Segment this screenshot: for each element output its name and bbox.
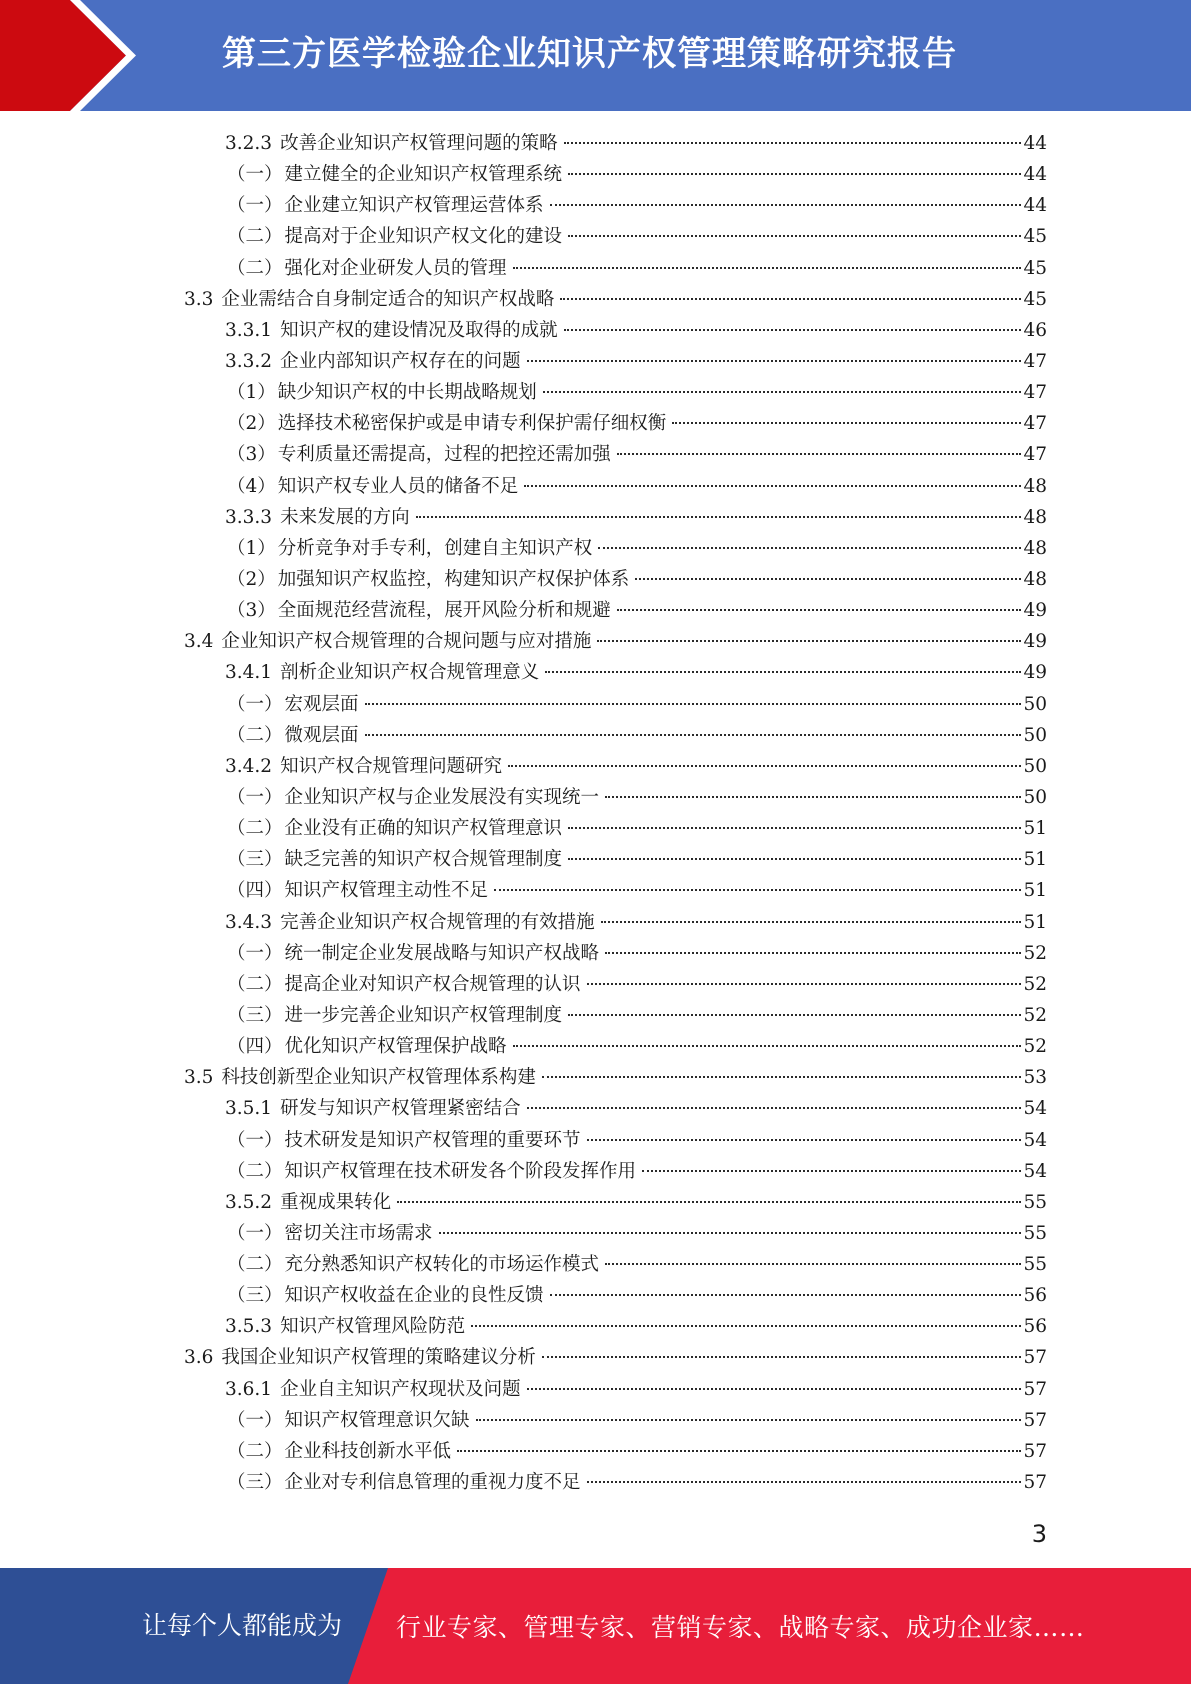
toc-entry-page: 54	[1023, 1098, 1047, 1120]
toc-dot-leader	[568, 173, 1021, 175]
toc-entry-title: 宏观层面	[284, 693, 359, 715]
toc-entry-title: 全面规范经营流程，展开风险分析和规避	[277, 600, 611, 622]
toc-dot-leader	[672, 422, 1021, 424]
toc-entry-number: （一）	[227, 164, 283, 186]
toc-entry[interactable]	[0, 1249, 1047, 1280]
toc-dot-leader	[597, 640, 1021, 642]
toc-entry-number: （一）	[227, 1222, 283, 1244]
toc-entry-title: 企业内部知识产权存在的问题	[280, 350, 521, 372]
toc-entry-number: （二）	[227, 1440, 283, 1462]
toc-dot-leader	[568, 827, 1021, 829]
toc-entry-title: 企业知识产权与企业发展没有实现统一	[284, 786, 600, 808]
page-number: 3	[1031, 1520, 1047, 1548]
toc-dot-leader	[560, 298, 1021, 300]
toc-entry-title: 科技创新型企业知识产权管理体系构建	[221, 1067, 536, 1089]
toc-entry-number: （2）	[227, 568, 276, 590]
header-banner	[0, 0, 1191, 111]
toc-entry[interactable]	[0, 284, 1047, 315]
toc-entry-number: （二）	[227, 973, 283, 995]
toc-dot-leader	[543, 391, 1022, 393]
toc-entry[interactable]	[0, 907, 1047, 938]
toc-dot-leader	[527, 1107, 1022, 1109]
toc-entry-number: （一）	[227, 195, 283, 217]
toc-entry-number: 3.3.1	[225, 319, 273, 341]
toc-entry-title: 缺少知识产权的中长期战略规划	[277, 382, 537, 404]
toc-entry[interactable]	[0, 533, 1047, 564]
toc-entry-title: 分析竞争对手专利，创建自主知识产权	[277, 537, 593, 559]
toc-entry-title: 知识产权的建设情况及取得的成就	[280, 319, 558, 341]
toc-dot-leader	[605, 1263, 1021, 1265]
toc-entry-page: 47	[1023, 382, 1047, 404]
toc-entry-title: 微观层面	[284, 724, 359, 746]
footer-banner	[0, 1568, 1191, 1684]
toc-entry[interactable]	[0, 1405, 1047, 1436]
toc-entry-number: （二）	[227, 1254, 283, 1276]
toc-entry-number: （一）	[227, 693, 283, 715]
toc-dot-leader	[542, 1356, 1022, 1358]
toc-entry-title: 知识产权管理风险防范	[280, 1316, 466, 1338]
toc-dot-leader	[587, 983, 1022, 985]
toc-entry-page: 44	[1023, 133, 1047, 154]
toc-dot-leader	[568, 1014, 1021, 1016]
toc-entry-title: 密切关注市场需求	[284, 1222, 433, 1244]
toc-entry[interactable]	[0, 844, 1047, 875]
toc-entry[interactable]	[0, 751, 1047, 782]
toc-entry-page: 50	[1023, 786, 1047, 808]
toc-entry[interactable]	[0, 439, 1047, 470]
toc-entry[interactable]	[0, 315, 1047, 346]
toc-entry-page: 50	[1023, 693, 1047, 715]
toc-entry-title: 重视成果转化	[280, 1191, 392, 1213]
toc-entry-title: 技术研发是知识产权管理的重要环节	[284, 1129, 581, 1151]
toc-entry[interactable]	[0, 1093, 1047, 1124]
toc-entry-title: 剖析企业知识产权合规管理意义	[280, 662, 540, 684]
toc-entry[interactable]	[0, 875, 1047, 906]
toc-entry-number: （一）	[227, 1129, 283, 1151]
toc-entry-page: 51	[1023, 849, 1047, 871]
toc-dot-leader	[564, 329, 1022, 331]
toc-entry-title: 建立健全的企业知识产权管理系统	[284, 164, 563, 186]
toc-entry[interactable]	[0, 689, 1047, 720]
toc-entry-title: 企业没有正确的知识产权管理意识	[284, 818, 563, 840]
toc-entry-number: 3.4.1	[225, 662, 273, 684]
toc-entry-title: 企业需结合自身制定适合的知识产权战略	[221, 288, 555, 310]
toc-entry-page: 55	[1023, 1191, 1047, 1213]
toc-entry-page: 45	[1023, 226, 1047, 248]
toc-entry-number: （二）	[227, 724, 283, 746]
toc-dot-leader	[642, 1170, 1021, 1172]
toc-entry-number: （一）	[227, 786, 283, 808]
toc-entry-page: 44	[1023, 164, 1047, 186]
toc-entry-number: 3.4.3	[225, 911, 273, 933]
toc-entry-page: 55	[1023, 1222, 1047, 1244]
toc-entry-page: 54	[1023, 1160, 1047, 1182]
toc-entry-page: 47	[1023, 350, 1047, 372]
toc-entry-number: （二）	[227, 257, 283, 279]
toc-entry[interactable]	[0, 720, 1047, 751]
toc-entry-page: 48	[1023, 537, 1047, 559]
toc-entry-number: 3.3	[184, 288, 214, 310]
toc-dot-leader	[439, 1232, 1022, 1234]
toc-entry-title: 提高企业对知识产权合规管理的认识	[284, 973, 581, 995]
toc-dot-leader	[617, 609, 1022, 611]
toc-entry-title: 提高对于企业知识产权文化的建设	[284, 226, 563, 248]
toc-dot-leader	[457, 1450, 1021, 1452]
toc-dot-leader	[635, 578, 1021, 580]
toc-entry-page: 47	[1023, 413, 1047, 435]
toc-dot-leader	[550, 1294, 1022, 1296]
toc-entry-number: （二）	[227, 1160, 283, 1182]
toc-entry-number: 3.2.3	[225, 133, 273, 154]
toc-entry-title: 优化知识产权管理保护战略	[284, 1036, 507, 1058]
toc-entry-title: 进一步完善企业知识产权管理制度	[284, 1004, 563, 1026]
toc-dot-leader	[605, 952, 1021, 954]
toc-entry-number: （4）	[227, 475, 276, 497]
toc-entry-title: 企业知识产权合规管理的合规问题与应对措施	[221, 631, 592, 653]
toc-entry-page: 52	[1023, 1004, 1047, 1026]
toc-entry-title: 知识产权管理在技术研发各个阶段发挥作用	[284, 1160, 637, 1182]
toc-entry[interactable]	[0, 190, 1047, 221]
toc-entry-number: （二）	[227, 226, 283, 248]
footer-slogan-left: 让每个人都能成为	[142, 1611, 343, 1640]
toc-entry-page: 44	[1023, 195, 1047, 217]
toc-entry[interactable]	[0, 221, 1047, 252]
toc-entry[interactable]	[0, 159, 1047, 190]
toc-entry-title: 统一制定企业发展战略与知识产权战略	[284, 942, 600, 964]
toc-entry-title: 加强知识产权监控，构建知识产权保护体系	[277, 568, 630, 590]
toc-entry-number: 3.3.3	[225, 506, 273, 528]
toc-entry-title: 强化对企业研发人员的管理	[284, 257, 507, 279]
toc-entry-page: 49	[1023, 600, 1047, 622]
toc-entry-page: 48	[1023, 568, 1047, 590]
toc-entry-title: 知识产权合规管理问题研究	[280, 755, 503, 777]
toc-entry-title: 完善企业知识产权合规管理的有效措施	[280, 911, 595, 933]
toc-dot-leader	[568, 235, 1021, 237]
toc-entry-page: 56	[1023, 1316, 1047, 1338]
toc-entry-page: 57	[1023, 1347, 1047, 1369]
toc-entry-page: 52	[1023, 1036, 1047, 1058]
toc-entry-page: 56	[1023, 1285, 1047, 1307]
toc-entry-title: 企业对专利信息管理的重视力度不足	[284, 1472, 581, 1494]
toc-entry-number: （四）	[227, 1036, 283, 1058]
toc-entry-number: 3.5.3	[225, 1316, 273, 1338]
toc-entry-page: 53	[1023, 1067, 1047, 1089]
toc-entry-page: 49	[1023, 631, 1047, 653]
toc-entry[interactable]	[0, 408, 1047, 439]
toc-dot-leader	[605, 796, 1021, 798]
toc-entry[interactable]	[0, 1125, 1047, 1156]
toc-entry-number: （四）	[227, 880, 283, 902]
toc-entry-number: （一）	[227, 942, 283, 964]
toc-entry[interactable]	[0, 1374, 1047, 1405]
toc-entry-title: 专利质量还需提高，过程的把控还需加强	[277, 444, 611, 466]
toc-entry[interactable]	[0, 1187, 1047, 1218]
toc-entry-title: 企业科技创新水平低	[284, 1440, 452, 1462]
toc-entry-number: 3.5.2	[225, 1191, 273, 1213]
toc-entry-page: 57	[1023, 1409, 1047, 1431]
toc-entry-page: 50	[1023, 755, 1047, 777]
toc-entry[interactable]	[0, 1031, 1047, 1062]
toc-entry[interactable]	[0, 471, 1047, 502]
toc-entry-title: 知识产权专业人员的储备不足	[277, 475, 519, 497]
toc-dot-leader	[471, 1325, 1021, 1327]
toc-entry-page: 55	[1023, 1254, 1047, 1276]
toc-dot-leader	[564, 142, 1022, 144]
toc-entry[interactable]	[0, 253, 1047, 284]
toc-entry-number: （3）	[227, 444, 276, 466]
toc-dot-leader	[527, 1388, 1022, 1390]
toc-entry-number: （2）	[227, 413, 276, 435]
toc-entry-title: 缺乏完善的知识产权合规管理制度	[284, 849, 563, 871]
toc-dot-leader	[568, 858, 1021, 860]
toc-entry-page: 47	[1023, 444, 1047, 466]
toc-entry-title: 我国企业知识产权管理的策略建议分析	[221, 1347, 536, 1369]
toc-dot-leader	[416, 516, 1022, 518]
toc-entry-title: 未来发展的方向	[280, 506, 410, 528]
footer-slogan-right: 行业专家、管理专家、营销专家、战略专家、成功企业家……	[396, 1613, 1085, 1642]
toc-dot-leader	[542, 1076, 1022, 1078]
toc-entry-number: （1）	[227, 382, 276, 404]
toc-entry[interactable]	[0, 128, 1047, 159]
toc-dot-leader	[513, 1045, 1022, 1047]
toc-entry[interactable]	[0, 813, 1047, 844]
toc-entry-page: 51	[1023, 911, 1047, 933]
toc-entry-page: 52	[1023, 973, 1047, 995]
toc-entry-page: 57	[1023, 1440, 1047, 1462]
toc-entry-page: 52	[1023, 942, 1047, 964]
toc-entry[interactable]	[0, 1467, 1047, 1498]
toc-entry[interactable]	[0, 1000, 1047, 1031]
toc-dot-leader	[617, 453, 1022, 455]
toc-entry[interactable]	[0, 938, 1047, 969]
toc-entry[interactable]	[0, 377, 1047, 408]
toc-entry-page: 57	[1023, 1378, 1047, 1400]
toc-entry-title: 知识产权管理意识欠缺	[284, 1409, 470, 1431]
toc-entry[interactable]	[0, 1062, 1047, 1093]
toc-entry-number: 3.4	[184, 631, 214, 653]
toc-entry[interactable]	[0, 346, 1047, 377]
toc-entry-number: （1）	[227, 537, 276, 559]
toc-entry-title: 研发与知识产权管理紧密结合	[280, 1098, 521, 1120]
toc-entry-page: 49	[1023, 662, 1047, 684]
toc-dot-leader	[365, 703, 1022, 705]
toc-dot-leader	[365, 734, 1022, 736]
toc-entry[interactable]	[0, 969, 1047, 1000]
red-arrow-decoration	[0, 0, 150, 111]
toc-entry-number: 3.5	[184, 1067, 214, 1089]
toc-entry-page: 54	[1023, 1129, 1047, 1151]
toc-entry-number: （3）	[227, 600, 276, 622]
toc-entry[interactable]	[0, 502, 1047, 533]
toc-entry-number: （二）	[227, 818, 283, 840]
toc-entry-number: （三）	[227, 1285, 283, 1307]
toc-dot-leader	[601, 921, 1022, 923]
toc-entry-number: （一）	[227, 1409, 283, 1431]
toc-entry[interactable]	[0, 782, 1047, 813]
toc-dot-leader	[550, 204, 1022, 206]
document-title: 第三方医学检验企业知识产权管理策略研究报告	[222, 34, 957, 74]
toc-entry-page: 48	[1023, 506, 1047, 528]
toc-entry-page: 48	[1023, 475, 1047, 497]
toc-entry[interactable]	[0, 626, 1047, 657]
toc-entry-title: 企业自主知识产权现状及问题	[280, 1378, 521, 1400]
toc-entry-number: （三）	[227, 1472, 283, 1494]
toc-dot-leader	[397, 1201, 1021, 1203]
toc-entry-number: （三）	[227, 1004, 283, 1026]
toc-entry-number: 3.3.2	[225, 350, 273, 372]
toc-dot-leader	[476, 1419, 1022, 1421]
toc-entry-title: 企业建立知识产权管理运营体系	[284, 195, 544, 217]
toc-entry-title: 知识产权管理主动性不足	[284, 880, 489, 902]
toc-entry-page: 51	[1023, 818, 1047, 840]
toc-entry[interactable]	[0, 1156, 1047, 1187]
toc-entry[interactable]	[0, 1218, 1047, 1249]
toc-dot-leader	[527, 360, 1022, 362]
toc-entry[interactable]	[0, 1342, 1047, 1373]
toc-entry-number: 3.6.1	[225, 1378, 273, 1400]
toc-entry-page: 45	[1023, 257, 1047, 279]
toc-entry-page: 50	[1023, 724, 1047, 746]
toc-entry-title: 改善企业知识产权管理问题的策略	[280, 133, 558, 154]
toc-dot-leader	[545, 671, 1021, 673]
toc-entry[interactable]	[0, 1280, 1047, 1311]
toc-entry-page: 45	[1023, 288, 1047, 310]
toc-dot-leader	[587, 1481, 1022, 1483]
toc-entry-page: 57	[1023, 1472, 1047, 1494]
toc-dot-leader	[513, 267, 1022, 269]
toc-entry-number: （三）	[227, 849, 283, 871]
toc-entry[interactable]	[0, 1311, 1047, 1342]
toc-entry-number: 3.4.2	[225, 755, 273, 777]
toc-entry-title: 知识产权收益在企业的良性反馈	[284, 1285, 544, 1307]
table-of-contents	[0, 128, 1191, 1498]
toc-entry-page: 46	[1023, 319, 1047, 341]
toc-entry-title: 选择技术秘密保护或是申请专利保护需仔细权衡	[277, 413, 667, 435]
toc-entry[interactable]	[0, 595, 1047, 626]
toc-entry[interactable]	[0, 657, 1047, 688]
toc-dot-leader	[494, 889, 1021, 891]
toc-dot-leader	[587, 1139, 1022, 1141]
toc-entry-page: 51	[1023, 880, 1047, 902]
toc-entry-number: 3.6	[184, 1347, 214, 1369]
toc-dot-leader	[598, 547, 1021, 549]
toc-entry[interactable]	[0, 1436, 1047, 1467]
toc-entry[interactable]	[0, 564, 1047, 595]
toc-entry-title: 充分熟悉知识产权转化的市场运作模式	[284, 1254, 600, 1276]
toc-dot-leader	[524, 485, 1021, 487]
toc-entry-number: 3.5.1	[225, 1098, 273, 1120]
toc-dot-leader	[508, 765, 1021, 767]
